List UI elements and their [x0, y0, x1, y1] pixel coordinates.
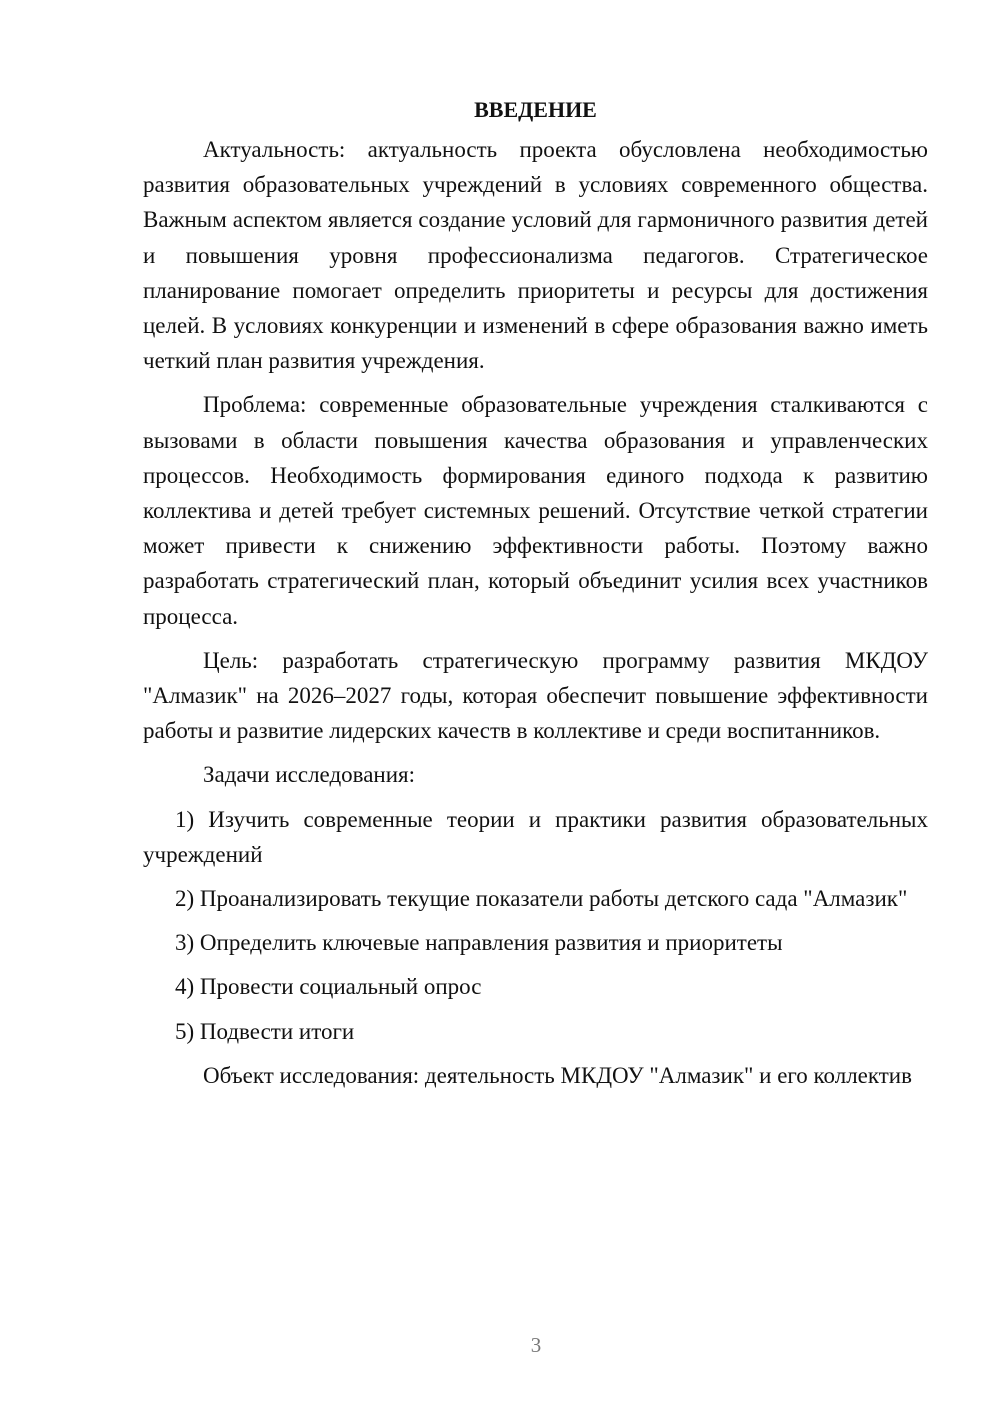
section-heading: ВВЕДЕНИЕ — [474, 97, 597, 122]
task-item-2: 2) Проанализировать текущие показатели работы детского сада "Алмазик" — [175, 886, 908, 912]
document-page — [143, 92, 928, 1102]
problem-paragraph: Проблема: современные образовательные учреждения сталкиваются с вызовами в области повышения качества образования и управленческих процессов. Необходимость формирования единого подхода к развитию коллектива и детей требует системных решений. Отсутствие четкой стратегии может привести к снижению эффективности работы. Поэтому важно разработать стратегический план, который объединит усилия всех участников процесса. — [143, 392, 928, 629]
task-item-1: 1) Изучить современные теории и практики развития образовательных учреждений — [143, 806, 928, 867]
goal-paragraph: Цель: разработать стратегическую программу развития МКДОУ "Алмазик" на 2026–2027 годы, которая обеспечит повышение эффективности работы и развитие лидерских качеств в коллективе и среди воспитанников. — [143, 647, 928, 744]
task-item-4: 4) Провести социальный опрос — [175, 974, 482, 1000]
task-item-3: 3) Определить ключевые направления развития и приоритеты — [175, 930, 783, 956]
task-item-5: 5) Подвести итоги — [175, 1018, 355, 1044]
object-paragraph: Объект исследования: деятельность МКДОУ "Алмазик" и его коллектив — [203, 1062, 912, 1088]
relevance-paragraph: Актуальность: актуальность проекта обусловлена необходимостью развития образовательных учреждений в условиях современного общества. Важным аспектом является создание условий для гармоничного развития детей и повышения уровня профессионализма педагогов. Стратегическое планирование помогает определить приоритеты и ресурсы для достижения целей. В условиях конкуренции и изменений в сфере образования важно иметь четкий план развития учреждения. — [143, 137, 928, 374]
tasks-list — [143, 802, 928, 1049]
tasks-heading: Задачи исследования: — [203, 762, 416, 788]
page-number: 3 — [530, 1333, 542, 1357]
